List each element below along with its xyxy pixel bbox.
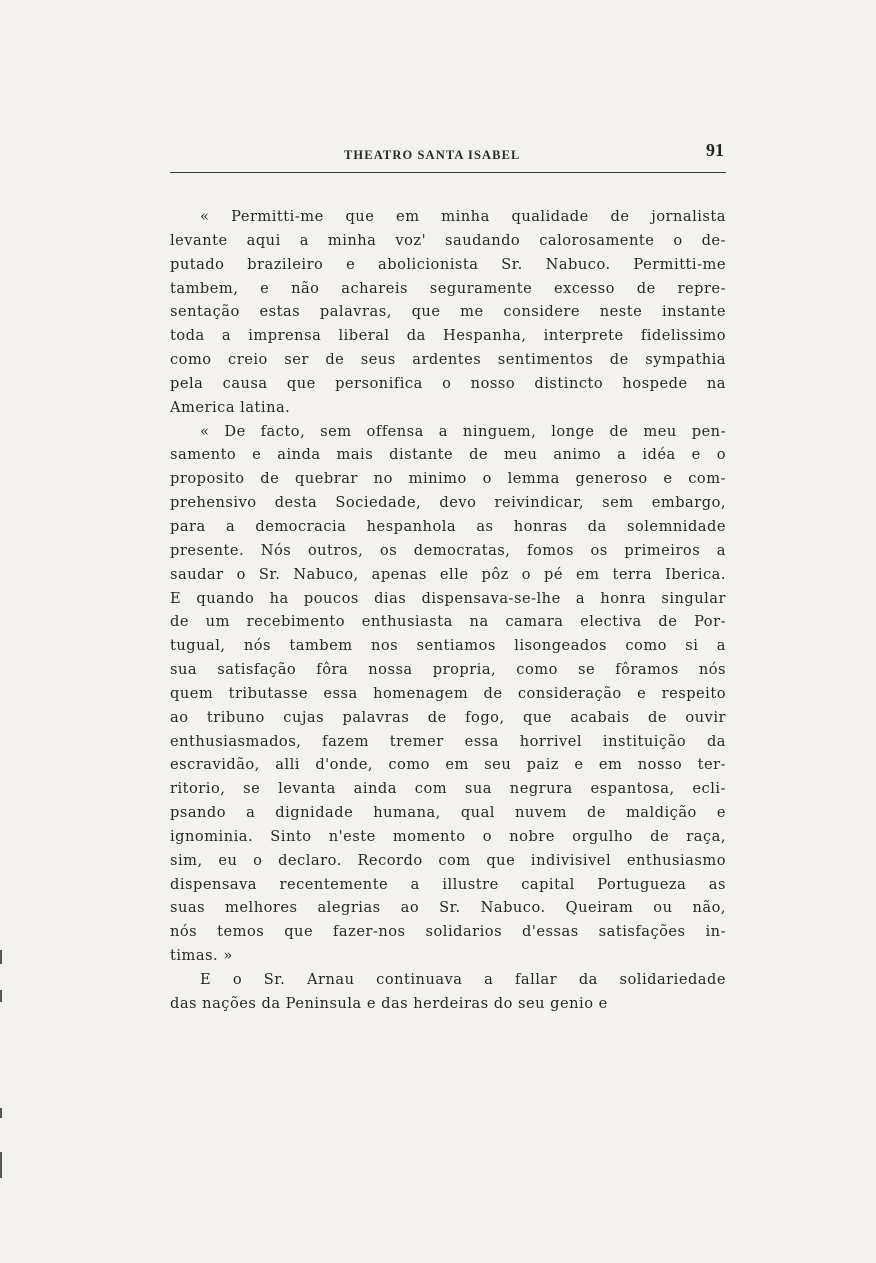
paragraph	[170, 420, 726, 968]
text-line: das nações da Peninsula e das herdeiras do seu genio e	[170, 994, 608, 1012]
text-line: prehensivo desta Sociedade, devo reivindicar, sem embargo,	[170, 494, 726, 512]
text-line: ritorio, se levanta ainda com sua negrura espantosa, ecli-	[170, 780, 726, 798]
text-line: « Permitti-me que em minha qualidade de jornalista	[200, 208, 726, 225]
text-line: escravidão, alli d'onde, como em seu paiz e em nosso ter-	[170, 756, 726, 774]
text-line: E o Sr. Arnau continuava a fallar da solidariedade	[200, 971, 726, 988]
text-line: timas. »	[170, 947, 233, 965]
text-line: sua satisfação fôra nossa propria, como se fôramos nós	[170, 661, 726, 679]
running-title: THEATRO SANTA ISABEL	[344, 148, 521, 162]
text-line: de um recebimento enthusiasta na camara electiva de Por-	[170, 613, 726, 631]
text-line: tambem, e não achareis seguramente excesso de repre-	[170, 279, 726, 297]
text-line: presente. Nós outros, os democratas, fomos os primeiros a	[170, 541, 726, 559]
text-line: enthusiasmados, fazem tremer essa horrivel instituição da	[170, 732, 726, 750]
text-line: sim, eu o declaro. Recordo com que indivisivel enthusiasmo	[170, 851, 726, 869]
scan-edge-mark	[0, 1108, 2, 1118]
text-line: saudar o Sr. Nabuco, apenas elle pôz o pé em terra Iberica.	[170, 565, 726, 583]
text-line: « De facto, sem offensa a ninguem, longe de meu pen-	[200, 422, 726, 440]
text-line: quem tributasse essa homenagem de consideração e respeito	[170, 684, 726, 702]
text-line: como creio ser de seus ardentes sentimentos de sympathia	[170, 351, 726, 369]
paragraph	[170, 205, 726, 420]
text-line: proposito de quebrar no minimo o lemma generoso e com-	[170, 470, 726, 488]
text-line: sentação estas palavras, que me considere neste instante	[170, 303, 726, 321]
header-rule	[170, 172, 726, 173]
text-line: putado brazileiro e abolicionista Sr. Nabuco. Permitti-me	[170, 255, 726, 273]
text-line: para a democracia hespanhola as honras da solemnidade	[170, 517, 726, 535]
scan-edge-mark	[0, 950, 2, 964]
text-line: America latina.	[170, 398, 291, 416]
text-line: suas melhores alegrias ao Sr. Nabuco. Queiram ou não,	[170, 899, 726, 917]
text-line: ao tribuno cujas palavras de fogo, que acabais de ouvir	[170, 708, 726, 726]
text-line: dispensava recentemente a illustre capital Portugueza as	[170, 875, 726, 893]
text-line: samento e ainda mais distante de meu animo a idéa e o	[170, 446, 726, 464]
text-line: ignominia. Sinto n'este momento o nobre orgulho de raça,	[170, 827, 726, 845]
text-line: pela causa que personifica o nosso distincto hospede na	[170, 374, 726, 392]
text-line: E quando ha poucos dias dispensava-se-lhe a honra singular	[170, 589, 726, 607]
text-line: psando a dignidade humana, qual nuvem de maldição e	[170, 804, 726, 822]
text-line: nós temos que fazer-nos solidarios d'essas satisfações in-	[170, 923, 726, 941]
page-number: 91	[706, 140, 724, 160]
text-line: toda a imprensa liberal da Hespanha, interprete fidelissimo	[170, 327, 726, 345]
text-line: levante aqui a minha voz' saudando calorosamente o de-	[170, 231, 726, 249]
text-line: tugual, nós tambem nos sentiamos lisongeados como si a	[170, 637, 726, 655]
paragraph	[170, 968, 726, 1016]
page-header	[170, 136, 726, 176]
scan-edge-mark	[0, 1152, 2, 1178]
scan-edge-mark	[0, 990, 2, 1002]
body-text	[170, 205, 726, 1016]
